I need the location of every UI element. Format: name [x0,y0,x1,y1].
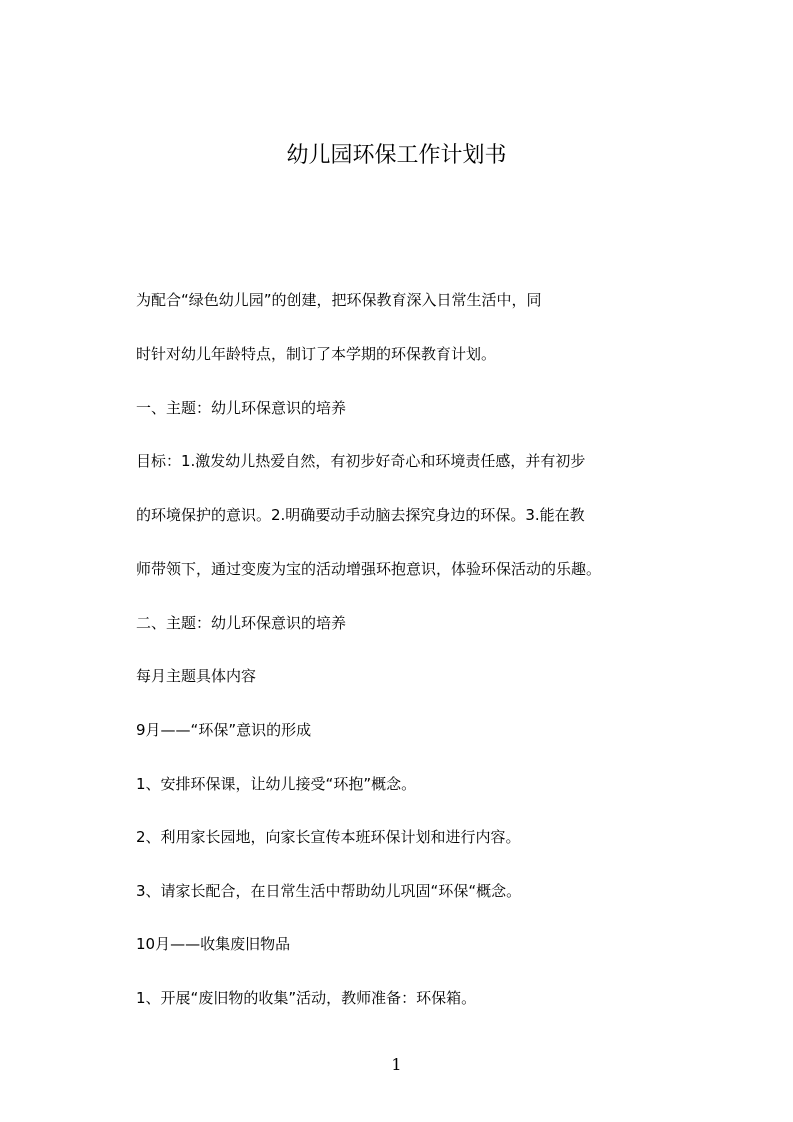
paragraph-line: 为配合“绿色幼儿园”的创建，把环保教育深入日常生活中，同 [136,291,542,309]
section-heading: 二、主题：幼儿环保意识的培养 [136,614,347,632]
paragraph-line: 时针对幼儿年龄特点，制订了本学期的环保教育计划。 [136,345,497,363]
list-item: 1、开展“废旧物的收集”活动，教师准备：环保箱。 [136,989,477,1007]
paragraph-line: 目标：1.激发幼儿热爱自然，有初步好奇心和环境责任感，并有初步 [136,452,586,470]
page-number: 1 [391,1055,402,1074]
month-heading: 10月——收集废旧物品 [136,935,291,953]
document-title: 幼儿园环保工作计划书 [286,143,507,168]
paragraph-line: 的环境保护的意识。2.明确要动手动脑去探究身边的环保。3.能在教 [136,506,585,524]
month-heading: 9月——“环保”意识的形成 [136,721,312,739]
list-item: 3、请家长配合，在日常生活中帮助幼儿巩固“环保“概念。 [136,882,522,900]
paragraph-line: 师带领下，通过变废为宝的活动增强环抱意识，体验环保活动的乐趣。 [136,560,602,578]
subheading: 每月主题具体内容 [136,667,257,685]
list-item: 1、安排环保课，让幼儿接受“环抱”概念。 [136,775,417,793]
list-item: 2、利用家长园地，向家长宣传本班环保计划和进行内容。 [136,828,521,846]
section-heading: 一、主题：幼儿环保意识的培养 [136,399,347,417]
